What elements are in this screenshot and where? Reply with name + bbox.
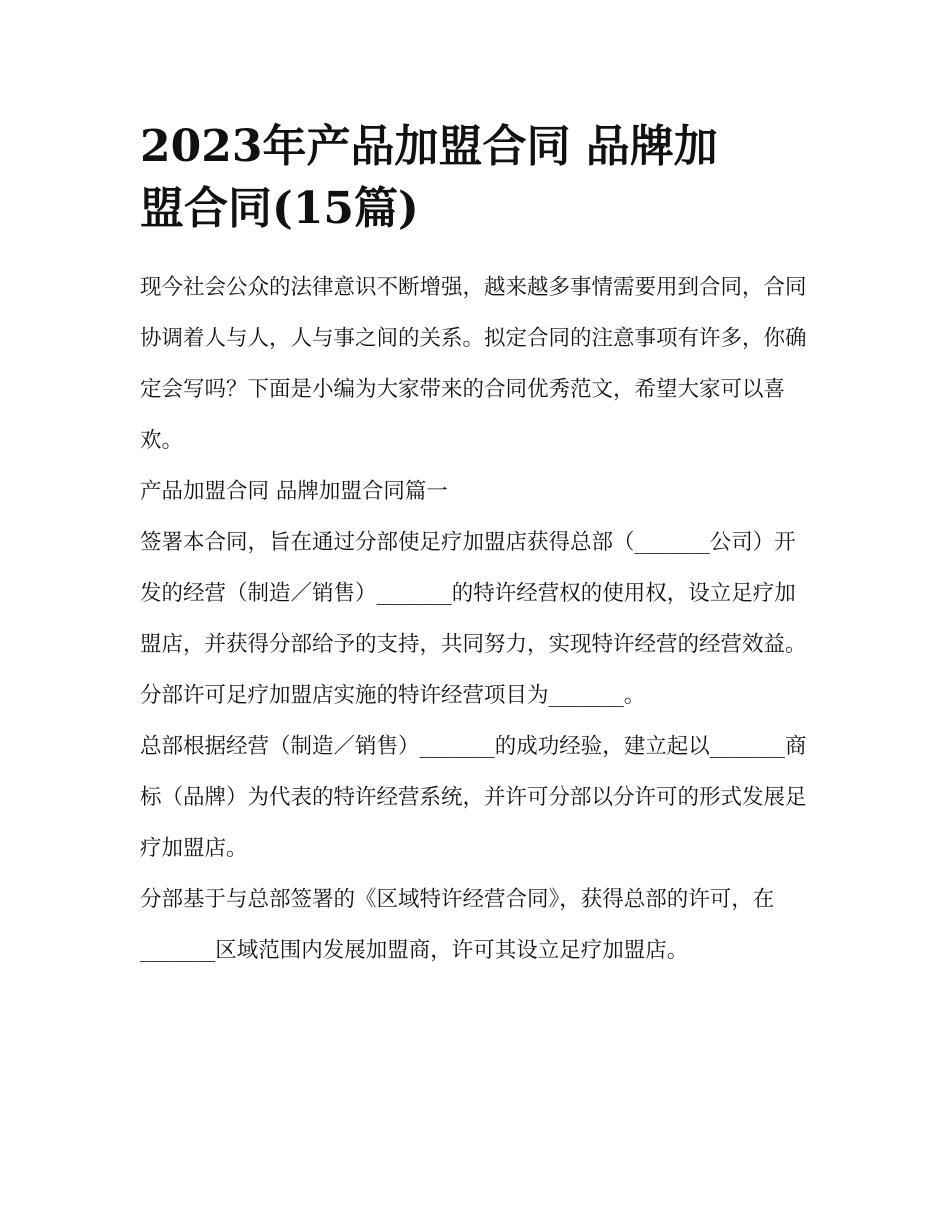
document-title (140, 116, 815, 240)
body-paragraph: 签署本合同，旨在通过分部使足疗加盟店获得总部（_______公司）开发的经营（制造／销售）_______的特许经营权的使用权，设立足疗加盟店，并获得分部给予的支持，共同努力，实现特许经营的经营效益。 (140, 530, 807, 657)
body-paragraph: 总部根据经营（制造／销售）_______的成功经验，建立起以_______商标（品牌）为代表的特许经营系统，并许可分部以分许可的形式发展足疗加盟店。 (140, 734, 807, 861)
section-heading: 产品加盟合同 品牌加盟合同篇一 (140, 479, 448, 504)
title-line-2: 盟合同(15篇) (140, 183, 419, 234)
title-line-1: 2023年产品加盟合同 品牌加 (140, 121, 718, 172)
intro-paragraph: 现今社会公众的法律意识不断增强，越来越多事情需要用到合同，合同协调着人与人，人与事之间的关系。拟定合同的注意事项有许多，你确定会写吗？下面是小编为大家带来的合同优秀范文，希望大家可以喜欢。 (140, 275, 807, 453)
body-paragraph: 分部基于与总部签署的《区域特许经营合同》，获得总部的许可，在_______区域范围内发展加盟商，许可其设立足疗加盟店。 (140, 887, 775, 963)
body-paragraph: 分部许可足疗加盟店实施的特许经营项目为_______。 (140, 683, 646, 708)
document-page (140, 116, 815, 976)
